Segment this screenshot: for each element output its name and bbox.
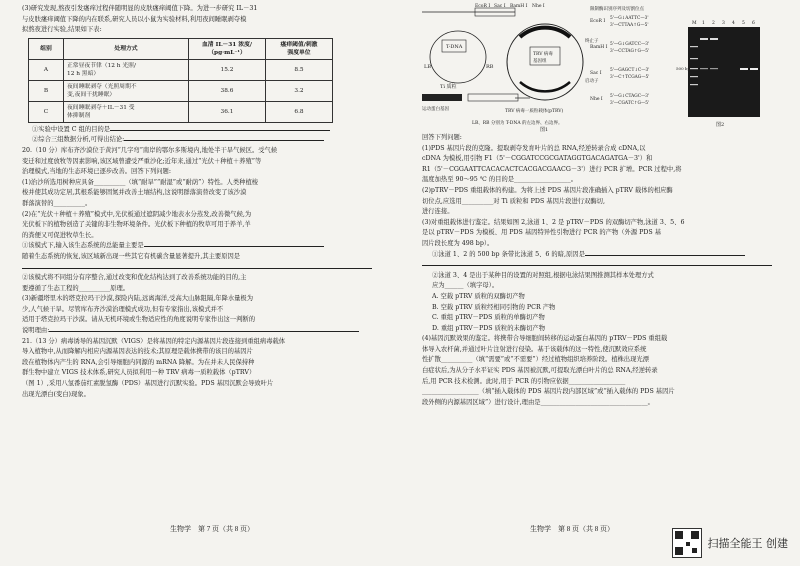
text-line: cDNA 为模板,用引物 F1（5'－CGGATCCGCGATAGGTGACAGATGA－3'）和 <box>422 155 653 163</box>
svg-text:5'—G↓GATCC—3': 5'—G↓GATCC—3' <box>610 42 650 47</box>
table-header: 处理方式 <box>64 38 189 59</box>
text-line: 变迁和过度放牧等因素影响,该区域曾遭受严重沙化;近年来,通过“光伏＋种植＋养殖”等 <box>22 157 262 165</box>
option-d: D. 重组 pTRV－PDS 质粒的未酶切产物 <box>432 324 545 332</box>
restriction-enzyme-list <box>590 4 670 124</box>
text-line: 段外侧的内源基因区域”）进行设计,理由是__________________________________。 <box>422 398 654 406</box>
svg-text:EcoR I: EcoR I <box>590 19 606 24</box>
table-row: A 正常昼夜节律（12 h 光照/ 12 h 黑暗） 15.2 8.5 <box>29 59 333 80</box>
q19-part3-intro <box>22 4 384 36</box>
fig1-text: Sac I <box>494 4 506 9</box>
fig1-text: Nhe I <box>532 4 545 9</box>
text-line: 群落演替的__________。 <box>22 199 92 207</box>
text-line: ①实验中设置 C 组的目的是 <box>22 125 384 136</box>
text-line: (3)研究发现,熬夜引发瘙痒过程伴随明显的皮肤瘙痒阈值下降。为进一步研究 IL－31 <box>22 5 258 12</box>
page-footer: 生物学 第 8 页（共 8 页） <box>530 525 614 533</box>
experiment-table <box>28 38 333 123</box>
fig1-text: RB <box>486 64 494 70</box>
fig1-text: 启动子 <box>585 79 599 84</box>
text-line: 随着生态系统的恢复,该区域新出现一些其它有机碳含量显著提升,其主要原因是 <box>22 252 241 260</box>
svg-text:Nhe I: Nhe I <box>590 97 603 102</box>
page-8-column <box>422 133 784 408</box>
text-line: 进行连接。 <box>422 208 454 216</box>
text-line: ②综合三组数据分析,可得出结论: <box>22 135 384 146</box>
text-line: 后,用 PCR 技术检测。此时,用于 PCR 的引物应依据__________________ <box>422 377 626 385</box>
watermark-text: 扫描全能王 创建 <box>707 537 788 550</box>
text-line: ①泳道 1、2 的 500 bp 条带比泳道 5、6 的暗,原因是 <box>422 250 784 261</box>
text-line: (1)治沙所选用树种应具备__________（填“耐旱”“耐湿”或“耐荫”）特性。人类种植梭 <box>22 178 259 186</box>
text-line: ②泳道 3、4 是出于某种目的设置的对照组,根据电泳结果图推测其样本处理方式 <box>432 271 654 279</box>
text-line: 出现光漂白(变白)现象。 <box>22 390 90 398</box>
page-7-column <box>22 4 384 400</box>
fig1-text: TRV 病毒 <box>533 52 553 57</box>
text-line: (4)基因沉默效果的鉴定。将携带合导细胞间转移的运动蛋白基因的 pTRV－PDS 重组载 <box>422 335 668 343</box>
figure-2-gel <box>676 18 761 128</box>
table-header: 组别 <box>29 38 64 59</box>
svg-text:限制酶识别序列及切割位点: 限制酶识别序列及切割位点 <box>590 7 644 12</box>
text-line: 性扩散__________（填“需要”或“不需要”）经过植物组织培养阶段。植株出现光漂 <box>422 356 649 364</box>
text-line: 光伏板下的植物创造了关键的非生物环境条件。光伏板下种植的牧草可用于养羊,羊 <box>22 221 251 229</box>
text-line: 段在植物体内产生的 RNA,会引导细胞内同源的 mRNA 降解。为在并未人民保持种 <box>22 358 255 366</box>
fig1-text: BamH I <box>510 4 528 9</box>
text-line: 适用于塔克拉玛干沙漠。请从无机环境或生物适应性的角度说明专家作出这一判断的 <box>22 316 255 324</box>
svg-text:3: 3 <box>722 21 725 26</box>
text-line: 群生物中建立 VIGS 技术体系,研究人员拟利用一种 TRV 病毒一质粒载体（pTRV） <box>22 369 256 377</box>
text-line: 导入植物中,从而降解内相应内源基因表达的技术;其原理是载体携带的该目的基因片 <box>22 348 253 356</box>
text-line: 切位点,应选用__________对 Ti 质粒和 PDS 基因片段进行双酶切, <box>422 197 605 205</box>
page-8 <box>400 0 800 566</box>
text-line: 白症状后,为从分子水平证实 PDS 基因被沉默,可提取光漂白叶片的总 RNA,经逆转录 <box>422 367 658 375</box>
text-line: 治理模式,当地的生态环境已逐步改善。回答下列问题: <box>22 168 171 176</box>
text-line: R1（5'－CGGAATTCACACACTCACGACGAACG－3'）进行 PCR 扩增。PCR 过程中,将 <box>422 165 682 173</box>
fig1-caption: LB、RB 分别为 T-DNA 的左边界、右边界。 <box>472 121 563 126</box>
text-line: 温度加热至 90～95 ℃ 的目的是__________________。 <box>422 176 578 184</box>
text-line: ①该模式下,输入该生态系统的总能量主要是 <box>22 241 384 252</box>
svg-text:3'—C↑TCGAG—5': 3'—C↑TCGAG—5' <box>610 75 650 80</box>
text-line: 说明理由: <box>22 326 384 337</box>
svg-text:BamH I: BamH I <box>590 45 608 50</box>
page-footer: 生物学 第 7 页（共 8 页） <box>170 525 254 533</box>
text-line: 是以 pTRV－PDS 为模板、用 PDS 基因特异性引物进行 PCR 的产物（外源 PDS 基 <box>422 229 662 237</box>
svg-text:M: M <box>692 21 697 26</box>
text-line: (3)新疆塔里木的塔克拉玛干沙漠,探险内陆,远离海洋,受高大山脉阻隔,年降水量极为 <box>22 295 254 303</box>
table-row: B 夜间睡眠剥夺（光照周期不 变,夜间干扰睡眠） 38.6 3.2 <box>29 80 333 101</box>
text-line: (3)对重组载体进行鉴定。结果如图 2,泳道 1、2 是 pTRV－PDS 的双酶切产物,泳道 3、5、6 <box>422 218 685 226</box>
svg-text:图2: 图2 <box>716 122 725 128</box>
fig1-text: 终止子 <box>585 39 599 44</box>
fig1-text: 运动蛋白基因 <box>422 107 449 112</box>
svg-text:5'—GAGCT↓C—3': 5'—GAGCT↓C—3' <box>610 68 650 73</box>
svg-text:3'—CCTAG↑G—5': 3'—CCTAG↑G—5' <box>610 49 650 54</box>
fig1-text: Ti 质粒 <box>440 84 457 90</box>
text-line <box>422 260 784 271</box>
table-row: C 夜间睡眠剥夺＋IL－31 受 体抑制剂 36.1 6.8 <box>29 101 333 122</box>
text-line: （图 1）,采用八氢番茄红素脱氢酶（PDS）基因进行沉默实验。PDS 基因沉默会导致叶片 <box>22 380 274 388</box>
svg-text:2: 2 <box>712 21 715 26</box>
svg-text:6: 6 <box>752 21 755 26</box>
option-b: B. 空载 pTRV 质粒经相同引物的 PCR 产物 <box>432 303 556 311</box>
svg-text:4: 4 <box>732 21 735 26</box>
text-line: 回答下列问题: <box>422 134 462 141</box>
text-line: 的粪便又可促进牧草生长。 <box>22 231 98 239</box>
text-line: 因片段长度为 498 bp）。 <box>422 239 494 247</box>
svg-text:3'—CTTAA↑G—5': 3'—CTTAA↑G—5' <box>610 23 649 28</box>
table-header: 血清 IL－31 浓度/ （pg·mL⁻¹） <box>189 38 266 59</box>
fig1-text: 基因组 <box>533 59 547 64</box>
svg-text:Sac I: Sac I <box>590 71 602 76</box>
fig1-text: EcoR I <box>475 4 491 9</box>
text-line: 与皮肤瘙痒阈值下降的内在联系,研究人员以小鼠为实验材料,利用夜间睡眠剥夺模 <box>22 15 247 23</box>
scanner-watermark <box>672 528 789 558</box>
text-line: ②该模式将不同组分有序整合,通过改变和优化结构达到了改善系统功能的目的,主 <box>22 274 247 282</box>
text-line: 21.（13 分）病毒诱导的基因沉默（VIGS）是将基因的特定内源基因片段连接到重组病毒载体 <box>22 337 286 345</box>
text-line: 体导入农杆菌,并通过叶片注射进行侵染。基于该载体的这一特性,使沉默效应系统 <box>422 345 647 353</box>
text-line: (1)PDS 基因片段的克隆。提取剥夺发育叶片的总 RNA,经逆转录合成 cDNA,以 <box>422 144 646 152</box>
qr-code-icon <box>672 528 702 558</box>
text-line: 20.（10 分）库布齐沙漠位于黄河“几字弯”南岸的鄂尔多斯境内,地处半干旱气候区。受气候 <box>22 146 278 154</box>
fig1-text: TRV 病毒一质粒载体(pTRV) <box>505 109 564 114</box>
text-line: 梭并使其成功定居,其根系能够固氮并改善土壤结构,这说明群落演替改变了该沙漠 <box>22 189 247 197</box>
text-line: 要遵循了生态工程的__________原理。 <box>22 284 130 292</box>
text-line: 应为______（填字母）。 <box>432 282 499 290</box>
svg-text:5'—G↓CTAGC—3': 5'—G↓CTAGC—3' <box>610 94 650 99</box>
text-line: (2)pTRV－PDS 重组载体的构建。为将上述 PDS 基因片段准确插入 pTRV 载体的相应酶 <box>422 186 673 194</box>
text-line: 拟熬夜进行实验,结果如下表: <box>22 26 102 34</box>
svg-text:3'—CGATC↑G—5': 3'—CGATC↑G—5' <box>610 101 650 106</box>
svg-text:1: 1 <box>702 21 705 26</box>
option-c: C. 重组 pTRV－PDS 质粒的单酶切产物 <box>432 314 545 322</box>
text-line: __________________（填“插入载体的 PDS 基因片段内部区域”或“插入载体的 PDS 基因片 <box>422 388 675 396</box>
text-line: 少,人气候干旱。尽管库布齐沙漠治理模式成功,但有专家指出,该模式并不 <box>22 305 224 313</box>
text-line: (2)在“光伏＋种植＋养殖”模式中,光伏板通过遮阴减少地表水分蒸发,改善微气候,为 <box>22 210 252 218</box>
option-a: A. 空载 pTRV 质粒的双酶切产物 <box>432 292 525 300</box>
fig1-label: 图1 <box>540 127 549 132</box>
text-line <box>22 263 384 274</box>
question-21 <box>22 337 384 401</box>
question-20 <box>22 146 384 337</box>
svg-text:500 bp: 500 bp <box>676 66 691 71</box>
fig1-text: LB <box>424 64 431 70</box>
fig1-text: T-DNA <box>446 44 463 50</box>
table-header: 瘙痒阈值/刺激 强度单位 <box>266 38 333 59</box>
svg-text:5'—G↓AATTC—3': 5'—G↓AATTC—3' <box>610 16 649 21</box>
svg-text:5: 5 <box>742 21 745 26</box>
